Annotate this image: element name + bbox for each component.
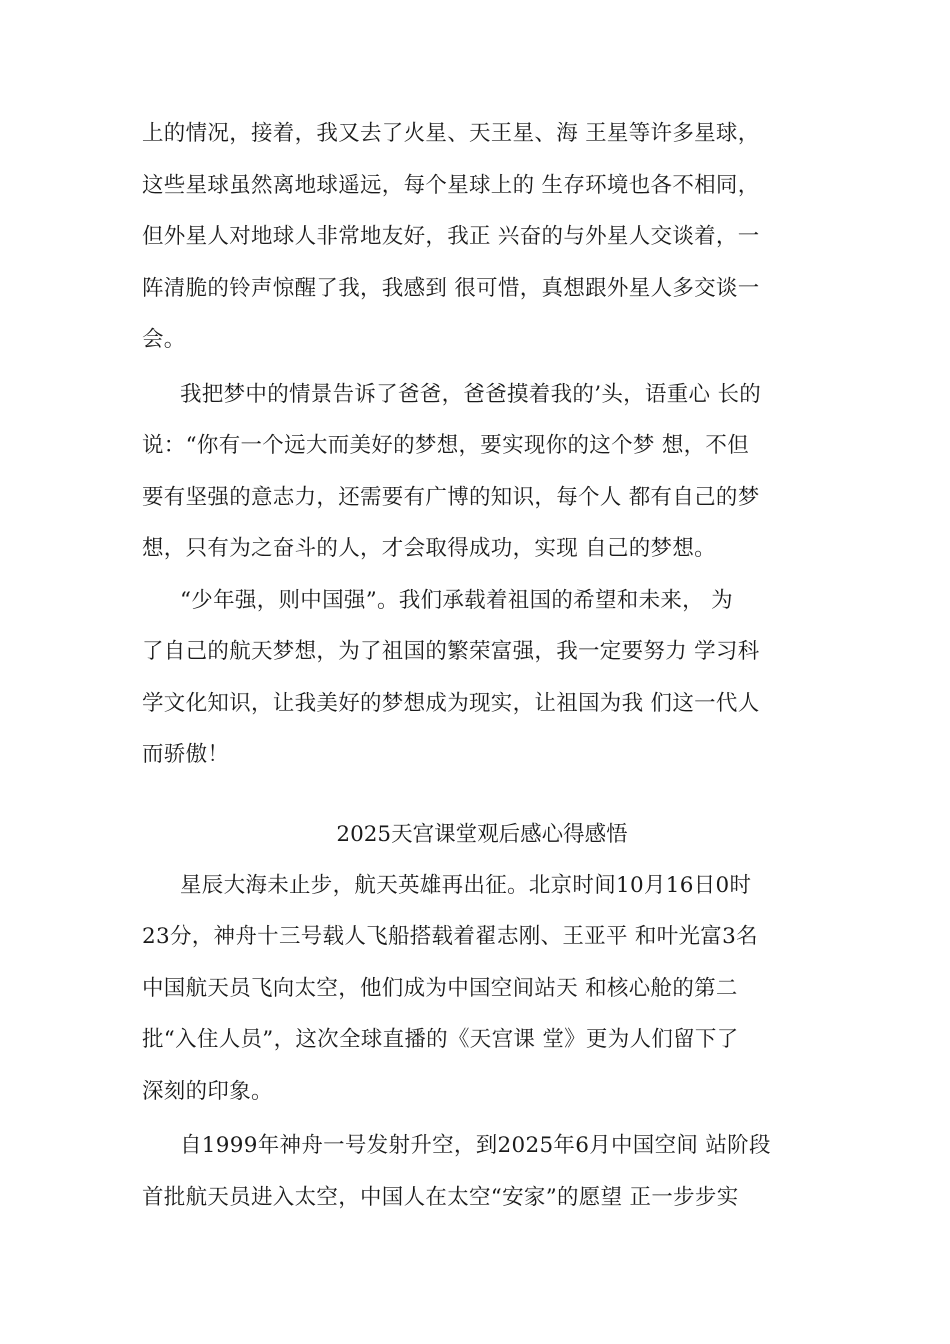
text-line: 阵清脆的铃声惊醒了我，我感到 很可惜，真想跟外星人多交谈一 xyxy=(142,275,760,301)
section-title: 2025天宫课堂观后感心得感悟 xyxy=(336,821,628,847)
text-line: 深刻的印象。 xyxy=(142,1078,273,1104)
paragraph-2 xyxy=(142,369,822,575)
text-line: 批“入住人员”，这次全球直播的《天宫课 堂》更为人们留下了 xyxy=(142,1027,739,1052)
text-line: 会。 xyxy=(142,327,186,352)
paragraph-3 xyxy=(142,575,822,781)
document-page xyxy=(142,108,822,1223)
text-line: 我把梦中的情景告诉了爸爸，爸爸摸着我的’头，语重心 长的 xyxy=(180,381,762,407)
text-line: “少年强，则中国强”。我们承载着祖国的希望和未来， 为 xyxy=(180,587,733,613)
paragraph-4 xyxy=(142,860,822,1118)
text-line: 这些星球虽然离地球遥远，每个星球上的 生存环境也各不相同， xyxy=(142,172,760,198)
text-line: 首批航天员进入太空，中国人在太空“安家”的愿望 正一步步实 xyxy=(142,1184,739,1210)
text-line: 自1999年神舟一号发射升空，到2025年6月中国空间 站阶段 xyxy=(180,1133,771,1158)
text-line: 星辰大海未止步，航天英雄再出征。北京时间10月16日0时 xyxy=(180,872,752,898)
text-line: 说：“你有一个远大而美好的梦想，要实现你的这个梦 想，不但 xyxy=(142,433,750,458)
paragraph-1 xyxy=(142,108,822,366)
text-line: 想，只有为之奋斗的人，才会取得成功，实现 自己的梦想。 xyxy=(142,536,716,561)
text-line: 要有坚强的意志力，还需要有广博的知识，每个人 都有自己的梦 xyxy=(142,484,760,510)
text-line: 23分，神舟十三号载人飞船搭载着翟志刚、王亚平 和叶光富3名 xyxy=(142,924,758,949)
text-line: 上的情况，接着，我又去了火星、天王星、海 王星等许多星球， xyxy=(142,121,760,146)
text-line: 了自己的航天梦想，为了祖国的繁荣富强，我一定要努力 学习科 xyxy=(142,639,760,664)
paragraph-5 xyxy=(142,1120,822,1223)
text-line: 学文化知识，让我美好的梦想成为现实，让祖国为我 们这一代人 xyxy=(142,690,760,716)
text-line: 中国航天员飞向太空，他们成为中国空间站天 和核心舱的第二 xyxy=(142,975,738,1001)
text-line: 而骄傲！ xyxy=(142,742,230,767)
text-line: 但外星人对地球人非常地友好，我正 兴奋的与外星人交谈着，一 xyxy=(142,224,760,249)
